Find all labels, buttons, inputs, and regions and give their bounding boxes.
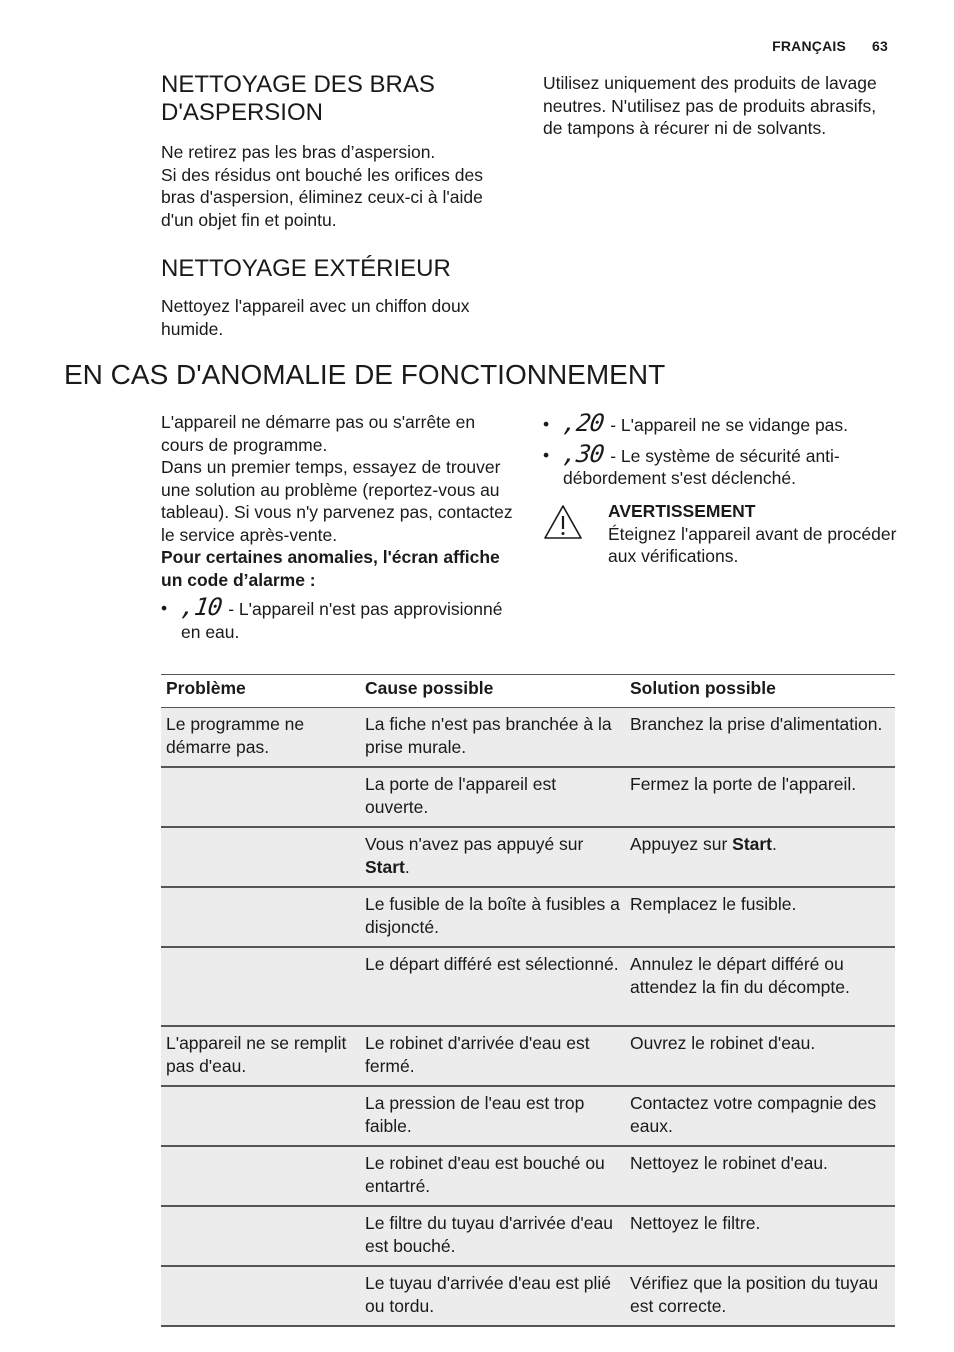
troubleshooting-title: EN CAS D'ANOMALIE DE FONCTIONNEMENT: [64, 359, 666, 390]
cell-solution: Nettoyez le filtre.: [625, 1206, 895, 1266]
start-label: Start: [365, 856, 405, 877]
table-row: [161, 767, 895, 827]
cell-problem: [161, 1086, 360, 1146]
cell-solution: Ouvrez le robinet d'eau.: [625, 1026, 895, 1086]
spray-arms-text: [161, 141, 511, 231]
cell-problem: [161, 947, 360, 1026]
alarm-text: - L'appareil ne se vidange pas.: [605, 415, 849, 435]
cell-solution: Branchez la prise d'alimentation.: [625, 708, 895, 768]
solution-punct: .: [772, 834, 777, 854]
exterior-heading: NETTOYAGE EXTÉRIEUR: [161, 255, 451, 282]
exterior-section: [161, 255, 511, 340]
cell-solution: Nettoyez le robinet d'eau.: [625, 1146, 895, 1206]
troubleshooting-table: [161, 674, 895, 1327]
spray-arms-section: [161, 71, 511, 231]
warning-title: AVERTISSEMENT: [608, 501, 756, 521]
cell-problem: [161, 767, 360, 827]
cell-problem: [161, 887, 360, 947]
header-cause: Cause possible: [360, 675, 625, 708]
warning-text: Éteignez l'appareil avant de procéder aux vérifications.: [608, 523, 897, 566]
table-row: [161, 708, 895, 768]
table-row: [161, 1146, 895, 1206]
detergent-text: Utilisez uniquement des produits de lavage neutres. N'utilisez pas de produits abrasifs, de tampons à récurer ni de solvants.: [543, 73, 877, 138]
header-solution: Solution possible: [625, 675, 895, 708]
section-label: FRANÇAIS: [772, 38, 847, 54]
page-header: [772, 38, 888, 54]
table-row: [161, 1266, 895, 1326]
alarm-text: - L'appareil n'est pas approvisionné en eau.: [181, 599, 503, 642]
table-row: [161, 1086, 895, 1146]
table-header-row: [161, 675, 895, 708]
intro-para-2: Dans un premier temps, essayez de trouver une solution au problème (reportez-vous au tableau). Si vous n'y parvenez pas, contactez le service après-vente.: [161, 457, 513, 545]
cell-problem: [161, 1206, 360, 1266]
spray-arms-heading: NETTOYAGE DES BRAS D'ASPERSION: [161, 71, 435, 126]
cell-cause: Le tuyau d'arrivée d'eau est plié ou tordu.: [360, 1266, 625, 1326]
cell-solution: Annulez le départ différé ou attendez la fin du décompte.: [625, 947, 895, 1026]
cell-cause: Le robinet d'arrivée d'eau est fermé.: [360, 1026, 625, 1086]
cell-cause: Le filtre du tuyau d'arrivée d'eau est bouché.: [360, 1206, 625, 1266]
cause-text: Vous n'avez pas appuyé sur: [365, 834, 584, 854]
start-label: Start: [732, 834, 773, 854]
cell-cause: Le fusible de la boîte à fusibles a disjoncté.: [360, 887, 625, 947]
cell-solution: Fermez la porte de l'appareil.: [625, 767, 895, 827]
intro-para-1: L'appareil ne démarre pas ou s'arrête en cours de programme.: [161, 412, 476, 455]
cell-cause: La pression de l'eau est trop faible.: [360, 1086, 625, 1146]
warning-triangle-icon: [543, 504, 583, 540]
cell-problem: Le programme ne démarre pas.: [161, 708, 360, 768]
alarm-list-right: [543, 409, 895, 490]
alarm-code: ,10: [179, 593, 224, 621]
alarm-item-10: [161, 593, 513, 643]
detergent-note: [543, 72, 895, 140]
alarm-code: ,20: [561, 409, 606, 437]
cell-cause: [360, 827, 625, 887]
warning-content: [608, 500, 908, 568]
cell-cause: La porte de l'appareil est ouverte.: [360, 767, 625, 827]
table-row: [161, 827, 895, 887]
bullet-dot: •: [543, 414, 550, 434]
cell-problem: [161, 827, 360, 887]
solution-text: Appuyez sur: [630, 834, 733, 854]
intro-alarm-note: Pour certaines anomalies, l'écran affiche un code d’alarme :: [161, 547, 500, 590]
cell-problem: L'appareil ne se remplit pas d'eau.: [161, 1026, 360, 1086]
exterior-text: Nettoyez l'appareil avec un chiffon doux humide.: [161, 296, 470, 339]
table-row: [161, 947, 895, 1026]
cell-cause: La fiche n'est pas branchée à la prise murale.: [360, 708, 625, 768]
cell-solution: Vérifiez que la position du tuyau est correcte.: [625, 1266, 895, 1326]
cause-punct: .: [404, 856, 410, 877]
cell-solution: Remplacez le fusible.: [625, 887, 895, 947]
spray-arms-line-2: Si des résidus ont bouché les orifices des bras d'aspersion, éliminez ceux-ci à l'aide d'un objet fin et pointu.: [161, 164, 483, 230]
cell-cause: Le départ différé est sélectionné.: [360, 947, 625, 1026]
cell-problem: [161, 1146, 360, 1206]
alarm-item-30: [543, 439, 895, 490]
alarm-text: - Le système de sécurité anti-débordement s'est déclenché.: [563, 445, 840, 488]
bullet-dot: •: [543, 444, 550, 465]
page-number: 63: [872, 38, 888, 54]
cell-solution: [625, 827, 895, 887]
cell-cause: Le robinet d'eau est bouché ou entartré.: [360, 1146, 625, 1206]
header-problem: Problème: [161, 675, 360, 708]
cell-solution: Contactez votre compagnie des eaux.: [625, 1086, 895, 1146]
alarm-item-20: [543, 409, 895, 437]
table-row: [161, 1026, 895, 1086]
table-row: [161, 1206, 895, 1266]
table-row: [161, 887, 895, 947]
alarm-code: ,30: [561, 439, 606, 468]
intro-text: [161, 411, 513, 643]
spray-arms-line-1: Ne retirez pas les bras d’aspersion.: [161, 142, 436, 162]
bullet-dot: •: [161, 598, 168, 618]
cell-problem: [161, 1266, 360, 1326]
